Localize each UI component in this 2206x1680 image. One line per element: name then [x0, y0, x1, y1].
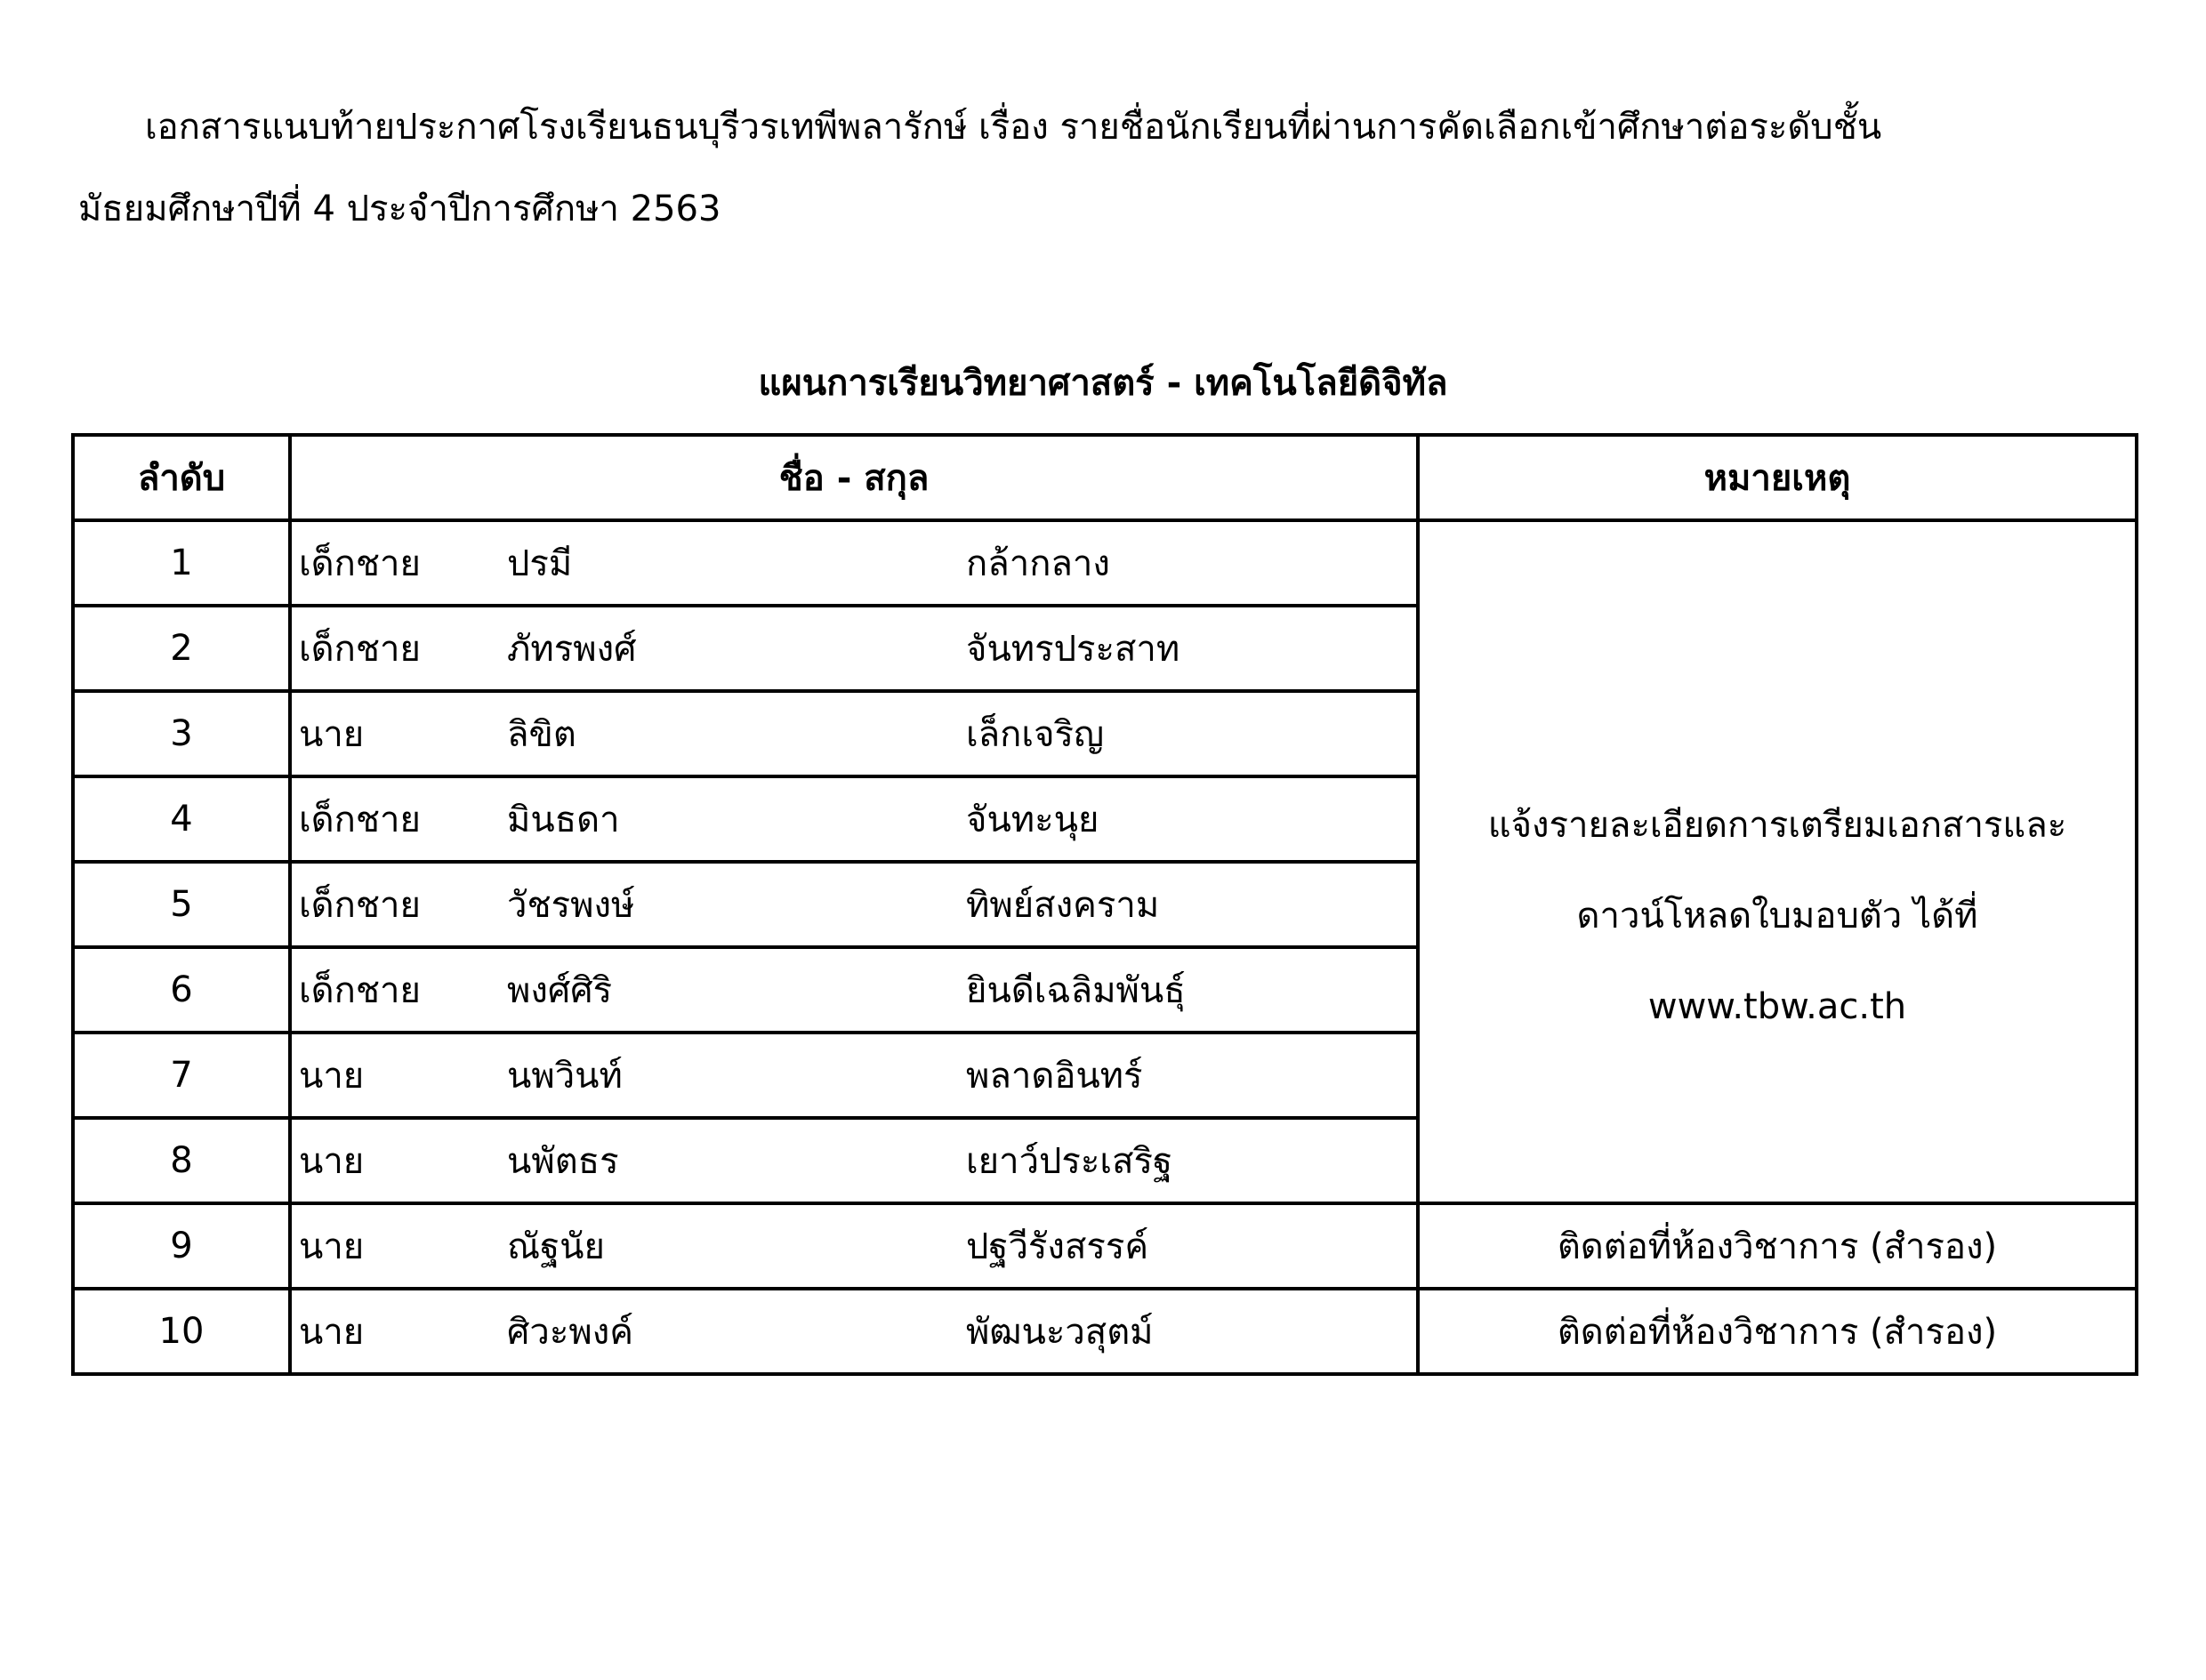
order-cell: 7: [73, 1033, 290, 1118]
name-prefix: เด็กชาย: [299, 885, 421, 926]
order-cell: 4: [73, 776, 290, 862]
name-cell: [290, 1203, 1418, 1289]
intro-text-line-1: เอกสารแนบท้ายประกาศโรงเรียนธนบุรีวรเทพีพลารักษ์ เรื่อง รายชื่อนักเรียนที่ผ่านการคัดเลือกเข้าศึกษาต่อระดับชั้น: [145, 107, 1882, 148]
order-cell: 8: [73, 1118, 290, 1203]
name-prefix: นาย: [299, 714, 365, 755]
last-name: ปฐวีรังสรรค์: [966, 1226, 1149, 1267]
last-name: ทิพย์สงคราม: [966, 885, 1160, 926]
order-cell: 9: [73, 1203, 290, 1289]
merged-remark-cell: [1418, 520, 2137, 1203]
header-order: ลำดับ: [73, 435, 290, 520]
name-cell: [290, 776, 1418, 862]
name-prefix: เด็กชาย: [299, 970, 421, 1011]
last-name: ยินดีเฉลิมพันธุ์: [966, 970, 1186, 1011]
student-roster-table: [71, 433, 2138, 1376]
order-cell: 1: [73, 520, 290, 606]
last-name: พัฒนะวสุตม์: [966, 1312, 1154, 1353]
first-name: นพัตธร: [507, 1141, 619, 1182]
table-header-row: [73, 435, 2137, 520]
name-prefix: นาย: [299, 1056, 365, 1097]
order-cell: 3: [73, 691, 290, 776]
name-prefix: นาย: [299, 1226, 365, 1267]
first-name: ปรมี: [507, 543, 573, 584]
name-prefix: นาย: [299, 1141, 365, 1182]
first-name: ศิวะพงค์: [507, 1312, 633, 1353]
table-row: [73, 520, 2137, 606]
remark-cell: ติดต่อที่ห้องวิชาการ (สำรอง): [1418, 1289, 2137, 1374]
last-name: กล้ากลาง: [966, 543, 1110, 584]
last-name: เยาว์ประเสริฐ: [966, 1141, 1173, 1182]
name-prefix: นาย: [299, 1312, 365, 1353]
intro-text-line-2: มัธยมศึกษาปีที่ 4 ประจำปีการศึกษา 2563: [78, 189, 721, 229]
name-prefix: เด็กชาย: [299, 543, 421, 584]
name-prefix: เด็กชาย: [299, 629, 421, 670]
header-name: ชื่อ - สกุล: [290, 435, 1418, 520]
first-name: นพวินท์: [507, 1056, 623, 1097]
name-prefix: เด็กชาย: [299, 800, 421, 840]
section-title: แผนการเรียนวิทยาศาสตร์ - เทคโนโลยีดิจิทัล: [758, 363, 1448, 404]
order-cell: 2: [73, 606, 290, 691]
name-cell: [290, 691, 1418, 776]
name-cell: [290, 1118, 1418, 1203]
last-name: เล็กเจริญ: [966, 714, 1105, 755]
first-name: ภัทรพงศ์: [507, 629, 637, 670]
name-cell: [290, 1289, 1418, 1374]
last-name: พลาดอินทร์: [966, 1056, 1143, 1097]
order-cell: 10: [73, 1289, 290, 1374]
merged-remark-line-2: ดาวน์โหลดใบมอบตัว ได้ที่: [1576, 896, 1978, 936]
first-name: ณัฐนัย: [507, 1226, 605, 1267]
table-row: [73, 1203, 2137, 1289]
name-cell: [290, 520, 1418, 606]
merged-remark-website: www.tbw.ac.th: [1647, 986, 1907, 1027]
name-cell: [290, 606, 1418, 691]
name-cell: [290, 1033, 1418, 1118]
first-name: ลิขิต: [507, 714, 576, 755]
first-name: วัชรพงษ์: [507, 885, 635, 926]
order-cell: 6: [73, 947, 290, 1033]
last-name: จันทะนุย: [966, 800, 1099, 840]
name-cell: [290, 947, 1418, 1033]
remark-cell: ติดต่อที่ห้องวิชาการ (สำรอง): [1418, 1203, 2137, 1289]
merged-remark-line-1: แจ้งรายละเอียดการเตรียมเอกสารและ: [1487, 805, 2067, 846]
first-name: พงศ์ศิริ: [507, 970, 613, 1011]
last-name: จันทรประสาท: [966, 629, 1180, 670]
first-name: มินธดา: [507, 800, 620, 840]
table-row: [73, 1289, 2137, 1374]
name-cell: [290, 862, 1418, 947]
order-cell: 5: [73, 862, 290, 947]
header-remark: หมายเหตุ: [1418, 435, 2137, 520]
